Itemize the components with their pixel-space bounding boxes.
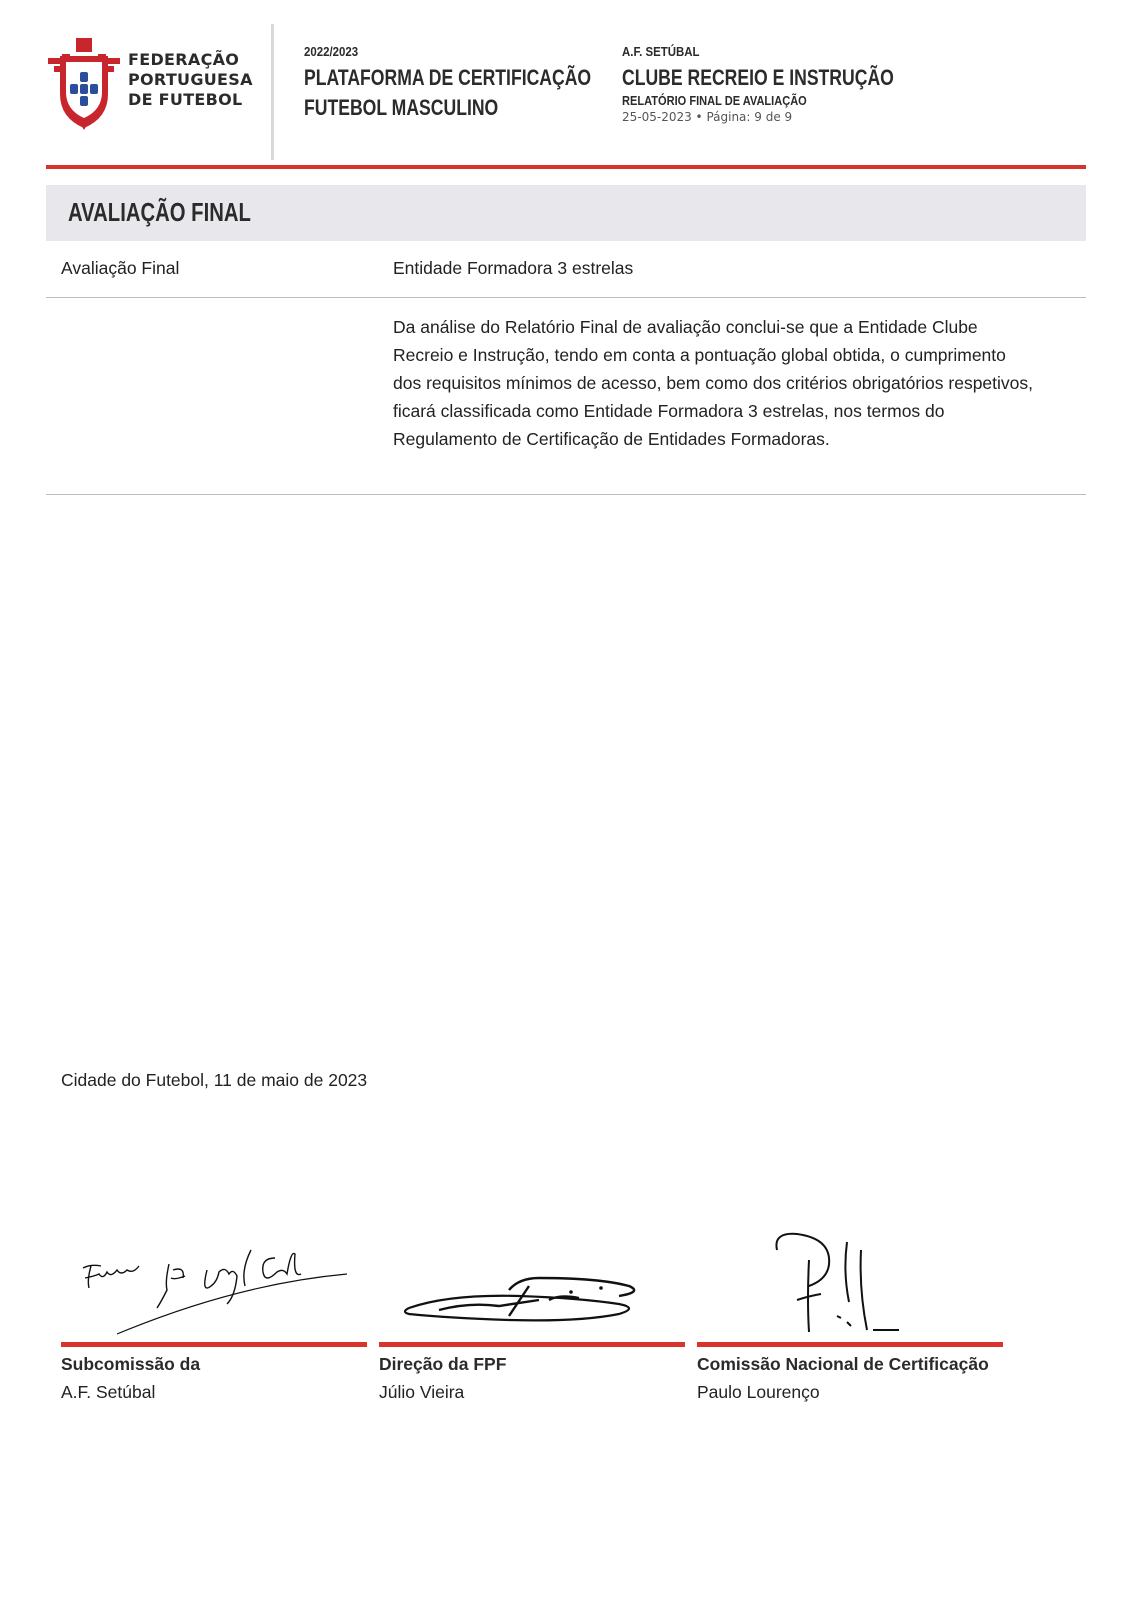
header-red-rule	[46, 165, 1086, 169]
season-label: 2022/2023	[304, 44, 359, 59]
platform-title-line1: PLATAFORMA DE CERTIFICAÇÃO	[304, 65, 592, 90]
association-label: A.F. SETÚBAL	[622, 44, 700, 59]
document-header	[46, 24, 1086, 164]
evaluation-value: Entidade Formadora 3 estrelas	[393, 258, 634, 278]
handwritten-signature	[697, 1230, 1003, 1342]
page-info: 25-05-2023 • Página: 9 de 9	[622, 110, 793, 124]
club-info	[622, 44, 962, 124]
section-header	[46, 185, 1086, 241]
platform-info	[304, 44, 663, 123]
divider	[46, 494, 1086, 495]
signatory-role-title: Direção da FPF	[379, 1354, 507, 1374]
evaluation-label: Avaliação Final	[61, 258, 180, 278]
section-title: AVALIAÇÃO FINAL	[68, 197, 251, 227]
signature-red-rule	[379, 1342, 685, 1347]
signatory-role-title: Comissão Nacional de Certificação	[697, 1354, 989, 1374]
signatory-role	[61, 1350, 367, 1406]
federation-name-line: FEDERAÇÃO	[128, 50, 240, 69]
divider	[46, 297, 1086, 298]
platform-title-line2: FUTEBOL MASCULINO	[304, 95, 499, 120]
federation-name-line: PORTUGUESA	[128, 70, 253, 89]
fpf-crest-logo	[46, 36, 122, 132]
city-date: Cidade do Futebol, 11 de maio de 2023	[61, 1070, 368, 1090]
signatory-name: A.F. Setúbal	[61, 1382, 156, 1402]
handwritten-signature	[61, 1230, 367, 1342]
federation-name-line: DE FUTEBOL	[128, 90, 243, 109]
signature-red-rule	[697, 1342, 1003, 1347]
signatory-role	[379, 1350, 685, 1406]
signature-red-rule	[61, 1342, 367, 1347]
handwritten-signature	[379, 1230, 685, 1342]
header-divider	[271, 24, 274, 160]
evaluation-paragraph: Da análise do Relatório Final de avaliação conclui-se que a Entidade Clube Recreio e Instrução, tendo em conta a pontuação global obtida, o cumprimento dos requisitos mínimos de acesso, bem como dos critérios obrigatórios respetivos, ficará classificada como Entidade Formadora 3 estrelas, nos termos do Regulamento de Certificação de Entidades Formadoras.	[393, 317, 1033, 449]
signatory-role	[697, 1350, 1003, 1406]
federation-name	[128, 50, 253, 110]
signatory-name: Paulo Lourenço	[697, 1382, 820, 1402]
club-name: CLUBE RECREIO E INSTRUÇÃO	[622, 65, 894, 90]
report-title: RELATÓRIO FINAL DE AVALIAÇÃO	[622, 93, 807, 108]
signatory-role-title: Subcomissão da	[61, 1354, 201, 1374]
signatory-name: Júlio Vieira	[379, 1382, 465, 1402]
